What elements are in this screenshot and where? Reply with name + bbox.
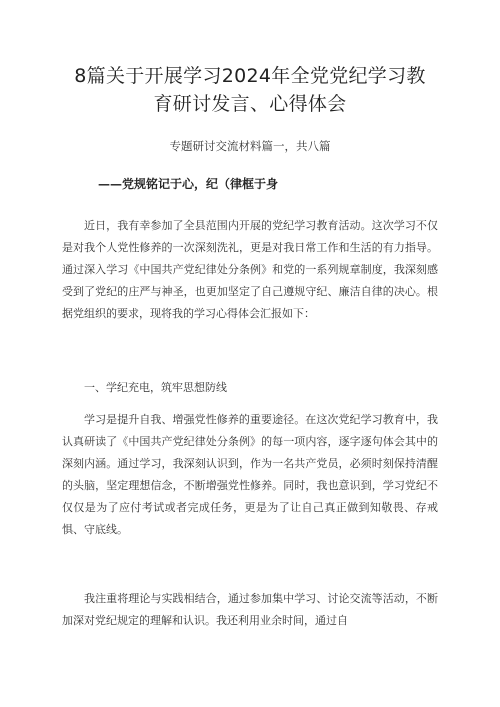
document-title [40,62,460,118]
body-paragraph-2: 学习是提升自我、增强党性修养的重要途径。在这次党纪学习教育中，我认真研读了《中国共产党纪律处分条例》的每一项内容，逐字逐句体会其中的深刻内涵。通过学习，我深刻认识到，作为一名共产党员，必须时刻保持清醒的头脑，坚定理想信念，不断增强党性修养。同时，我也意识到，学习党纪不仅仅是为了应付考试或者完成任务，更是为了让自己真正做到知敬畏、存戒惧、守底线。 [62,413,438,536]
title-line-1: 8篇关于开展学习2024年全党党纪学习教 [74,65,426,87]
title-line-2: 育研讨发言、心得体会 [153,93,347,115]
article-subheading: ——党规铭记于心，纪（律框于身 [98,177,279,191]
document-subtitle: 专题研讨交流材料篇一，共八篇 [169,139,331,153]
section-1-heading: 一、学纪充电，筑牢思想防线 [84,381,227,394]
body-paragraph-3: 我注重将理论与实践相结合，通过参加集中学习、讨论交流等活动，不断加深对党纪规定的理解和认识。我还利用业余时间，通过自 [62,592,438,627]
body-paragraph-1: 近日，我有幸参加了全县范围内开展的党纪学习教育活动。这次学习不仅是对我个人党性修养的一次深刻洗礼，更是对我日常工作和生活的有力指导。通过深入学习《中国共产党纪律处分条例》和党的一系列规章制度，我深刻感受到了党纪的庄严与神圣，也更加坚定了自己遵规守纪、廉洁自律的决心。根据党组织的要求，现将我的学习心得体会汇报如下： [62,219,438,320]
